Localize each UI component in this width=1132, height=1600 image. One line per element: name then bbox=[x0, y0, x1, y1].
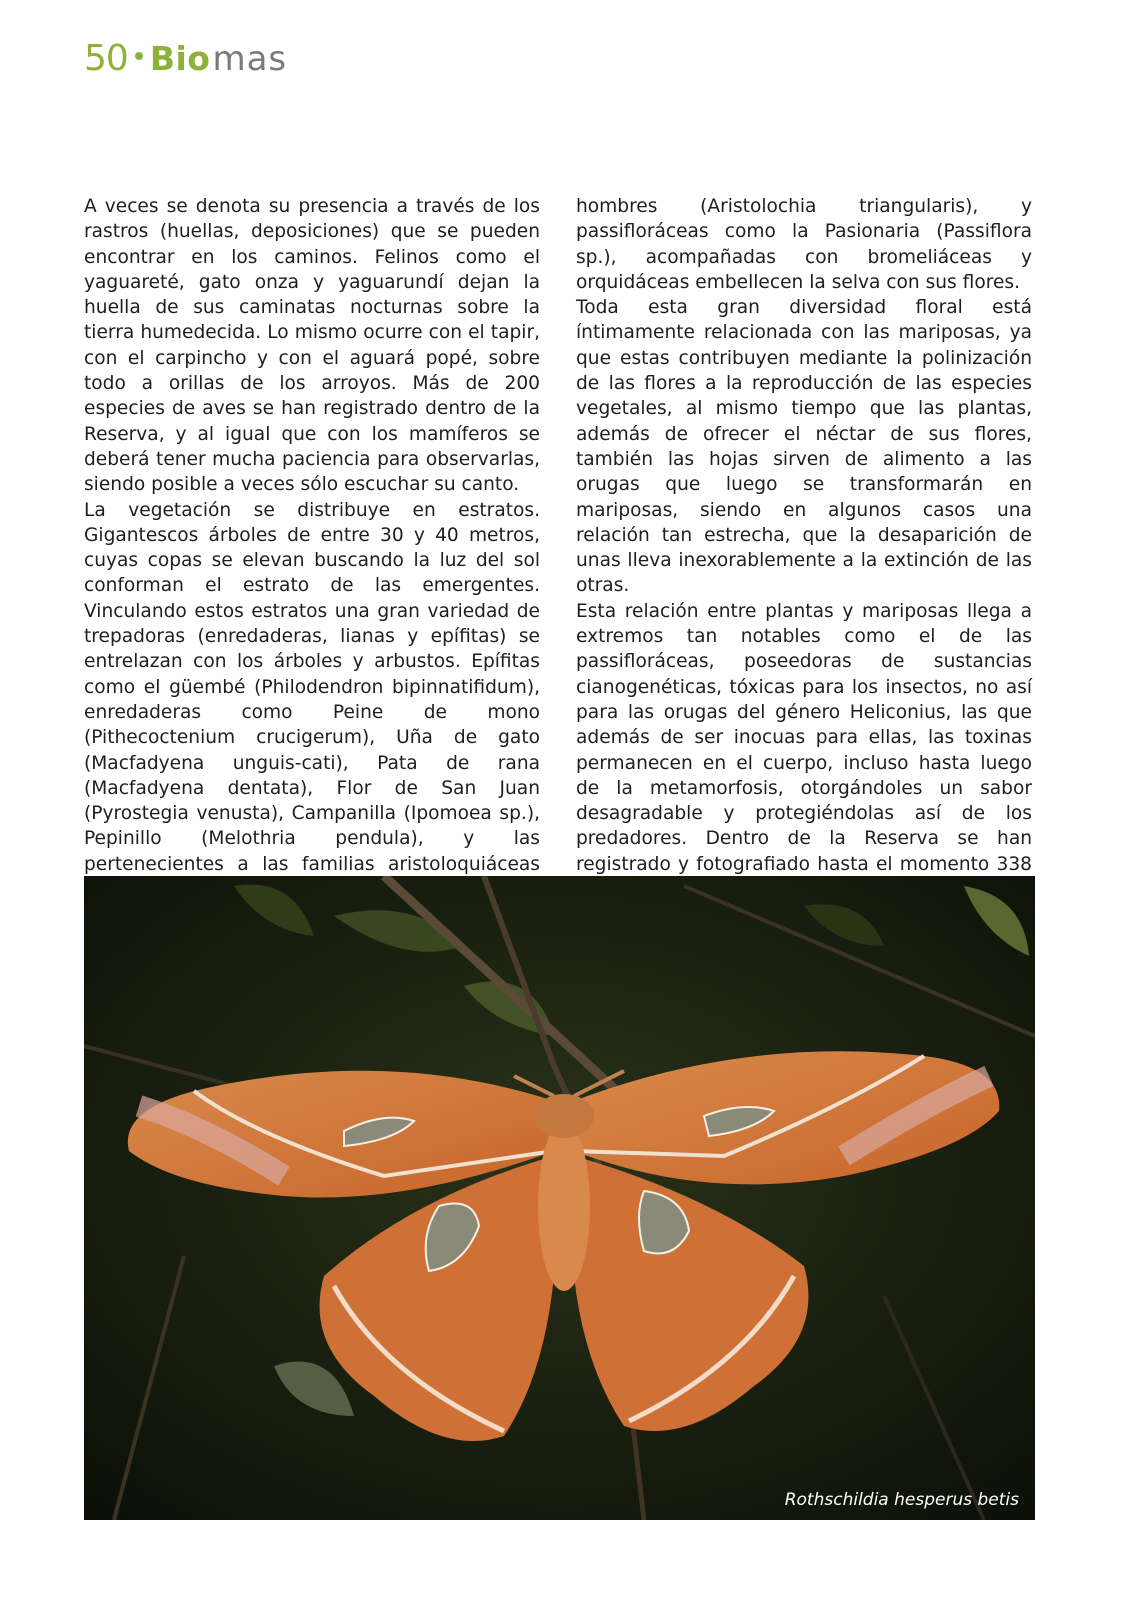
paragraph: A veces se denota su presencia a través de los rastros (huellas, deposiciones) que se pueden encontrar en los caminos. Felinos como el yaguareté, gato onza y yaguarundí dejan la huella de sus caminatas nocturnas sobre la tierra humedecida. Lo mismo ocurre con el tapir, con el carpincho y con el aguará popé, sobre todo a orillas de los arroyos. Más de 200 especies de aves se han registrado dentro de la Reserva, y al igual que con los mamíferos se deberá tener mucha paciencia para observarlas, siendo posible a veces sólo escuchar su canto. bbox=[84, 196, 540, 496]
page-header bbox=[84, 38, 287, 88]
separator-dot-icon bbox=[135, 52, 143, 60]
paragraph: Toda esta gran diversidad floral está íntimamente relacionada con las mariposas, ya que estas contribuyen mediante la polinización de las flores a la reproducción de las especies vegetales, al mismo tiempo que las plantas, además de ofrecer el néctar de sus flores, también las hojas sirven de alimento a las orugas que luego se transformarán en mariposas, siendo en algunos casos una relación tan estrecha, que la desaparición de unas lleva inexorablemente a la extinción de las otras. bbox=[576, 297, 1032, 597]
brand-name-bold: Bio bbox=[149, 39, 211, 78]
moth-photo bbox=[84, 876, 1035, 1520]
page-number: 50 bbox=[84, 38, 128, 79]
photo-caption: Rothschildia hesperus betis bbox=[784, 1490, 1019, 1510]
text-column-left bbox=[84, 194, 540, 902]
moth-illustration bbox=[84, 876, 1035, 1520]
brand-name-light: mas bbox=[212, 39, 288, 79]
paragraph: hombres (Aristolochia triangularis), y passifloráceas como la Pasionaria (Passiflora sp.), acompañadas con bromeliáceas y orquidáceas embellecen la selva con sus flores. bbox=[576, 196, 1032, 293]
paragraph: Esta relación entre plantas y mariposas llega a extremos tan notables como el de las passifloráceas, poseedoras de sustancias cianogenéticas, tóxicas para los insectos, no así para las orugas del género Heliconius, las que además de ser inocuas para ellas, las toxinas permanecen en el cuerpo, incluso hasta luego de la metamorfosis, otorgándoles un sabor desagradable y protegiéndolas así de los predadores. Dentro de la Reserva se han registrado y fotografiado hasta el momento 338 bbox=[576, 600, 1032, 875]
paragraph: La vegetación se distribuye en estratos. Gigantescos árboles de entre 30 y 40 metros, cuyas copas se elevan buscando la luz del sol conforman el estrato de las emergentes. Vinculando estos estratos una gran variedad de trepadoras (enredaderas, lianas y epífitas) se entrelazan con los árboles y arbustos. Epífitas como el güembé (Philodendron bipinnatifidum), enredaderas como Peine de mono (Pithecoctenium crucigerum), Uña de gato (Macfadyena unguis-cati), Pata de rana (Macfadyena dentata), Flor de San Juan (Pyrostegia venusta), Campanilla (Ipomoea sp.), Pepinillo (Melothria pendula), y las pertenecientes a las familias aristoloquiáceas bbox=[84, 499, 540, 875]
text-column-right bbox=[576, 194, 1032, 928]
